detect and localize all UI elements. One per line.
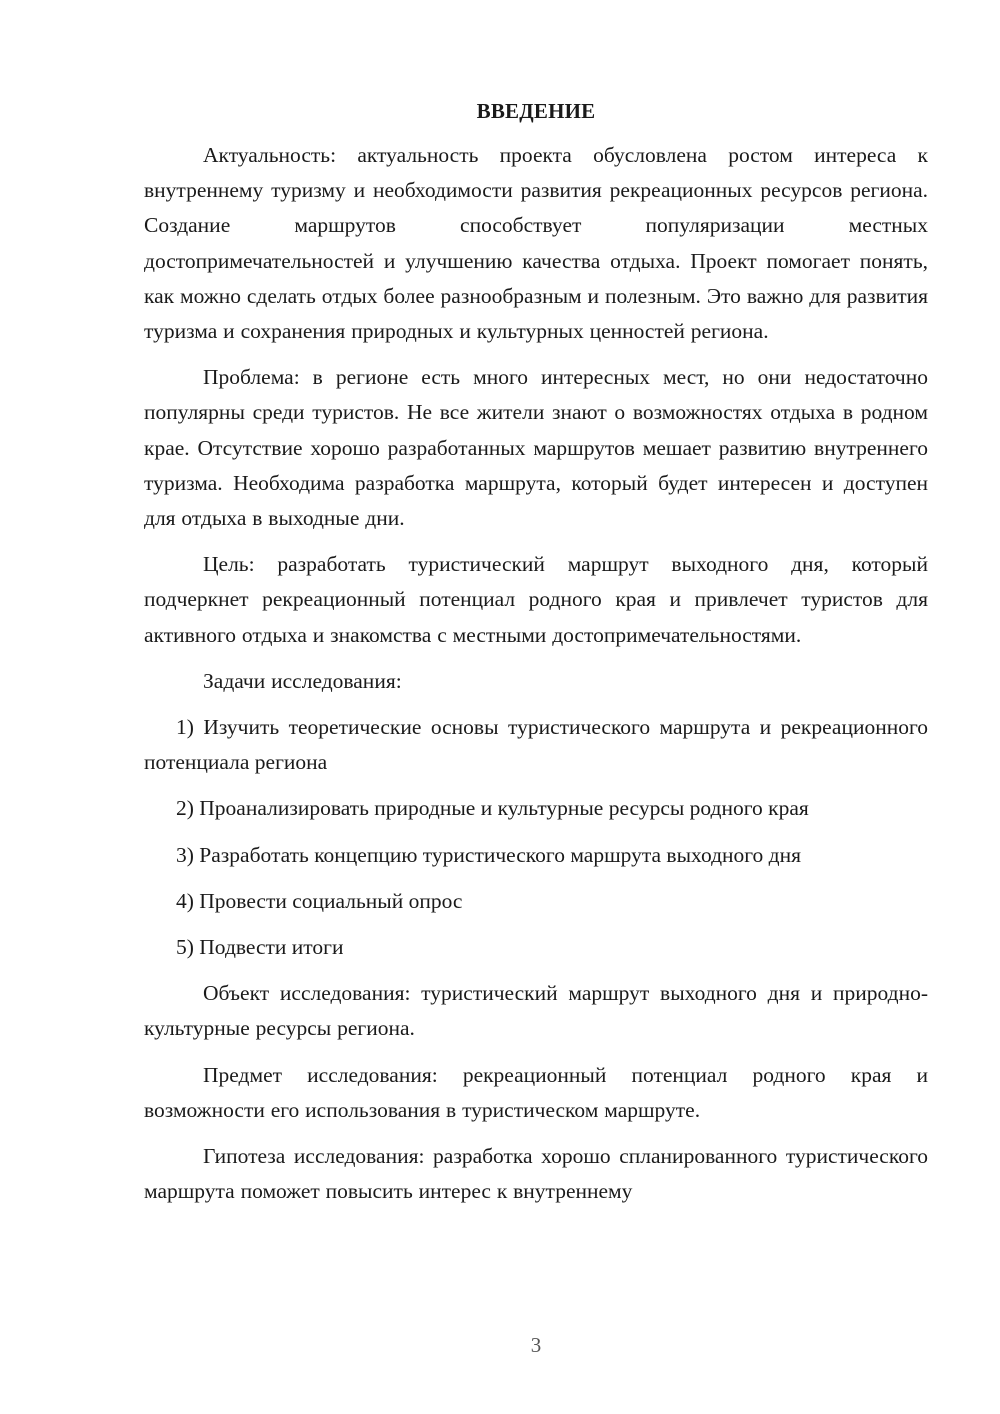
- page-content: [144, 96, 928, 1220]
- task-item: 3) Разработать концепцию туристического маршрута выходного дня: [176, 842, 802, 867]
- section-title: ВВЕДЕНИЕ: [476, 99, 596, 123]
- task-item: 2) Проанализировать природные и культурные ресурсы родного края: [176, 796, 809, 821]
- relevance-paragraph: Актуальность: актуальность проекта обусловлена ростом интереса к внутреннему туризму и необходимости развития рекреационных ресурсов региона. Создание маршрутов способствует популяризации местных достопримечательностей и улучшению качества отдыха. Проект помогает понять, как можно сделать отдых более разнообразным и полезным. Это важно для развития туризма и сохранения природных и культурных ценностей региона.: [144, 143, 928, 344]
- task-item: 5) Подвести итоги: [176, 935, 344, 960]
- subject-paragraph: Предмет исследования: рекреационный потенциал родного края и возможности его использования в туристическом маршруте.: [144, 1062, 928, 1122]
- page-number: 3: [530, 1333, 542, 1357]
- hypothesis-paragraph: Гипотеза исследования: разработка хорошо спланированного туристического маршрута поможет повысить интерес к внутреннему: [144, 1144, 928, 1204]
- task-item: 4) Провести социальный опрос: [176, 888, 463, 913]
- goal-paragraph: Цель: разработать туристический маршрут выходного дня, который подчеркнет рекреационный потенциал родного края и привлечет туристов для активного отдыха и знакомства с местными достопримечательностями.: [144, 552, 928, 647]
- task-item: 1) Изучить теоретические основы туристического маршрута и рекреационного потенциала региона: [144, 715, 928, 775]
- tasks-heading: Задачи исследования:: [203, 668, 402, 693]
- object-paragraph: Объект исследования: туристический маршрут выходного дня и природно-культурные ресурсы региона.: [144, 981, 928, 1041]
- problem-paragraph: Проблема: в регионе есть много интересных мест, но они недостаточно популярны среди туристов. Не все жители знают о возможностях отдыха в родном крае. Отсутствие хорошо разработанных маршрутов мешает развитию внутреннего туризма. Необходима разработка маршрута, который будет интересен и доступен для отдыха в выходные дни.: [144, 365, 928, 531]
